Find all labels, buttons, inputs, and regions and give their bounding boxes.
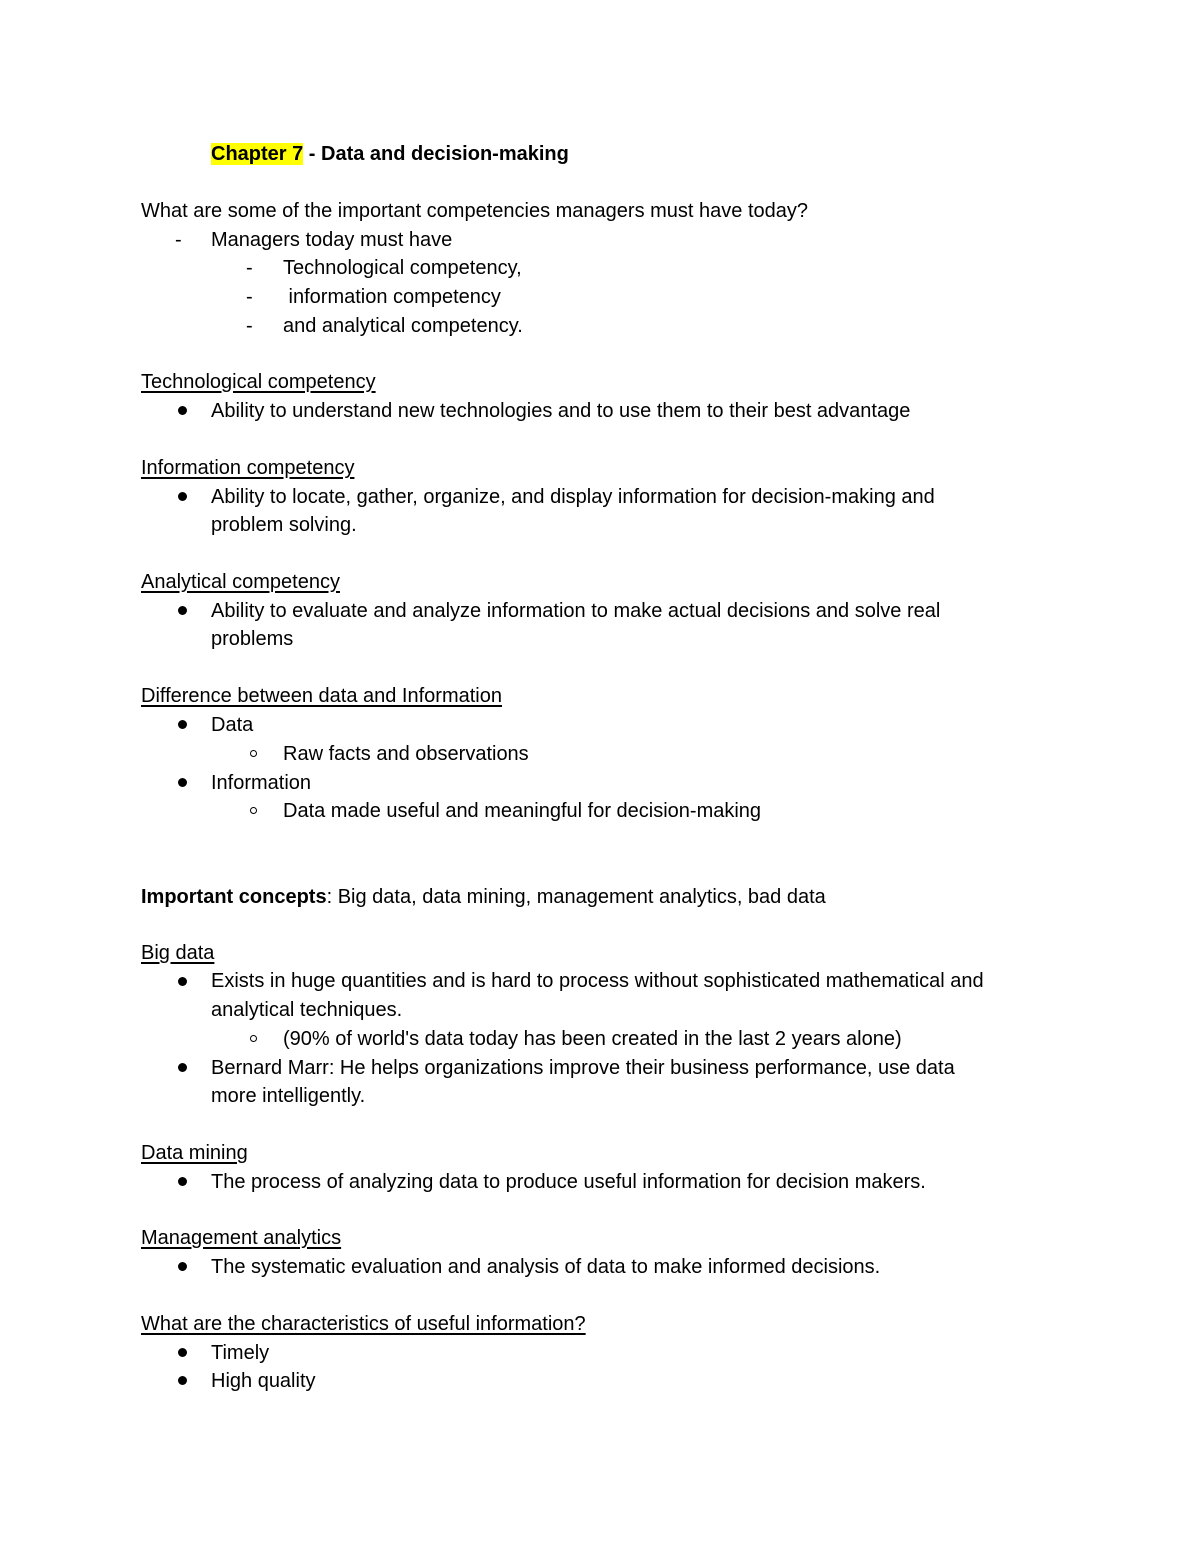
section-heading-management-analytics: Management analytics	[141, 1227, 342, 1249]
list-item: Bernard Marr: He helps organizations improve their business performance, use data	[211, 1057, 955, 1079]
bullet-marker	[178, 606, 187, 615]
bullet-marker	[178, 977, 187, 986]
section-heading-technological: Technological competency	[141, 371, 376, 393]
sub-bullet-marker	[250, 807, 257, 814]
list-item: Exists in huge quantities and is hard to process without sophisticated mathematical and	[211, 970, 984, 992]
sub-bullet-marker	[250, 750, 257, 757]
sub-list-item: Data made useful and meaningful for decision-making	[283, 800, 762, 822]
list-item: High quality	[211, 1370, 316, 1392]
important-concepts-label: Important concepts	[141, 886, 327, 908]
list-item: Timely	[211, 1342, 270, 1364]
sub-bullet-marker	[250, 1035, 257, 1042]
list-item: Information	[211, 772, 312, 794]
list-item-continuation: more intelligently.	[211, 1085, 366, 1107]
list-item: The process of analyzing data to produce useful information for decision makers.	[211, 1171, 926, 1193]
list-item: Technological competency,	[283, 257, 522, 279]
important-concepts-text: : Big data, data mining, management analytics, bad data	[326, 886, 826, 908]
dash-marker: -	[246, 257, 253, 279]
bullet-marker	[178, 1177, 187, 1186]
sub-list-item: Raw facts and observations	[283, 743, 529, 765]
dash-marker: -	[175, 229, 182, 251]
section-heading-big-data: Big data	[141, 942, 215, 964]
section-heading-information: Information competency	[141, 457, 355, 479]
section-heading-data-mining: Data mining	[141, 1142, 248, 1164]
bullet-marker	[178, 778, 187, 787]
chapter-title: - Data and decision-making	[303, 143, 569, 165]
list-item: Data	[211, 714, 254, 736]
section-heading-difference: Difference between data and Information	[141, 685, 502, 707]
list-item-continuation: analytical techniques.	[211, 999, 403, 1021]
sub-list-item: (90% of world's data today has been created in the last 2 years alone)	[283, 1028, 902, 1050]
chapter-label: Chapter 7	[211, 143, 304, 165]
dash-marker: -	[246, 315, 253, 337]
list-item: information competency	[283, 286, 501, 308]
list-item: The systematic evaluation and analysis of data to make informed decisions.	[211, 1256, 881, 1278]
dash-marker: -	[246, 286, 253, 308]
bullet-marker	[178, 1262, 187, 1271]
list-item-continuation: problem solving.	[211, 514, 357, 536]
page-title	[211, 142, 569, 166]
list-item: Ability to evaluate and analyze information to make actual decisions and solve real	[211, 600, 941, 622]
bullet-marker	[178, 1348, 187, 1357]
bullet-marker	[178, 1063, 187, 1072]
important-concepts	[141, 885, 826, 909]
list-item: Ability to understand new technologies and to use them to their best advantage	[211, 400, 911, 422]
list-item-continuation: problems	[211, 628, 294, 650]
list-item: Managers today must have	[211, 229, 453, 251]
section-heading-analytical: Analytical competency	[141, 571, 340, 593]
list-item: Ability to locate, gather, organize, and display information for decision-making and	[211, 486, 935, 508]
section-heading-useful-information: What are the characteristics of useful information?	[141, 1313, 586, 1335]
competencies-question: What are some of the important competencies managers must have today?	[141, 200, 809, 222]
bullet-marker	[178, 720, 187, 729]
bullet-marker	[178, 492, 187, 501]
bullet-marker	[178, 1376, 187, 1385]
list-item: and analytical competency.	[283, 315, 523, 337]
bullet-marker	[178, 406, 187, 415]
